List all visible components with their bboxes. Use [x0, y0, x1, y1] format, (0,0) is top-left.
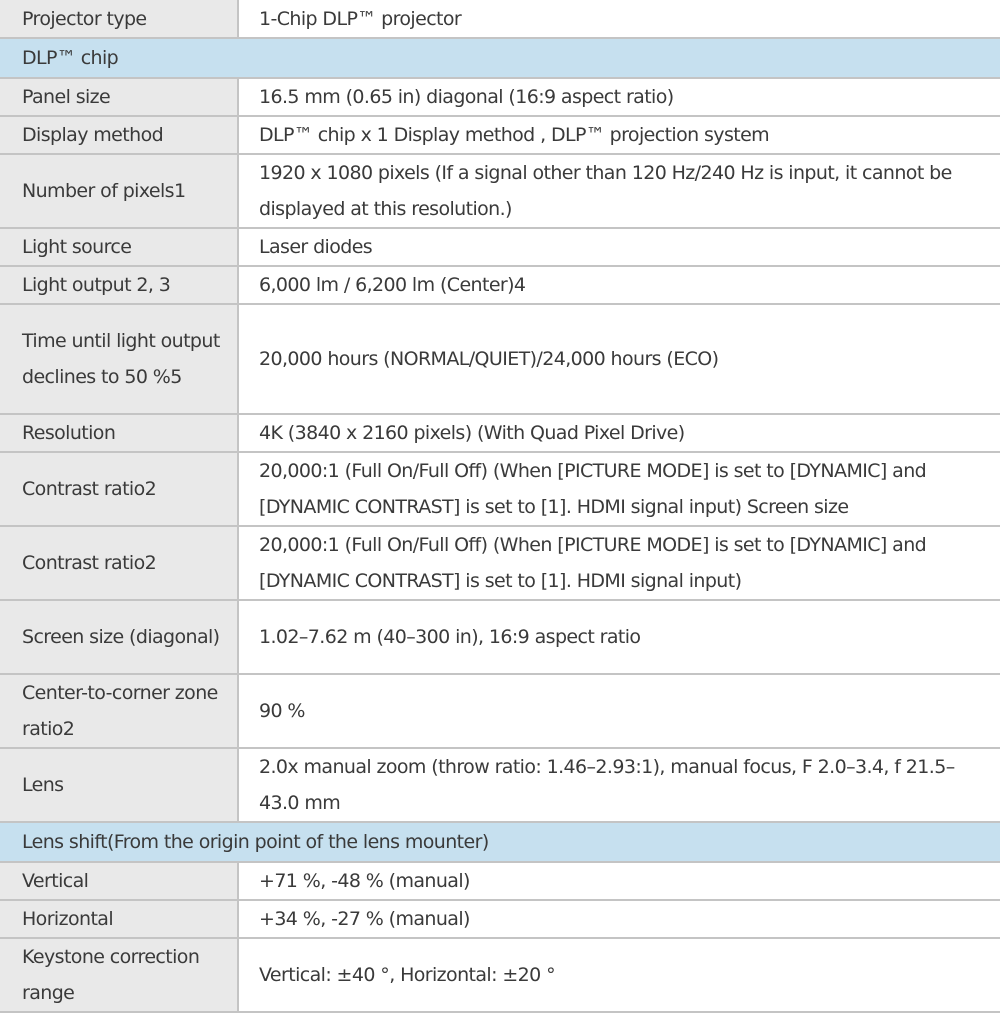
spec-row-panel-size	[0, 78, 1000, 116]
spec-value: 1.02–7.62 m (40–300 in), 16:9 aspect ratio	[238, 600, 1000, 674]
spec-value: 90 %	[238, 674, 1000, 748]
spec-label: Vertical	[0, 862, 238, 900]
spec-row-resolution	[0, 414, 1000, 452]
spec-label: Screen size (diagonal)	[0, 600, 238, 674]
spec-label: Panel size	[0, 78, 238, 116]
spec-row-contrast-ratio-2	[0, 526, 1000, 600]
spec-label: Light output 2, 3	[0, 266, 238, 304]
spec-row-display-method	[0, 116, 1000, 154]
spec-row-light-source	[0, 228, 1000, 266]
spec-value: 6,000 lm / 6,200 lm (Center)4	[238, 266, 1000, 304]
spec-row-lens	[0, 748, 1000, 822]
spec-label: Time until light output declines to 50 %5	[0, 304, 238, 414]
section-header-dlp-chip	[0, 38, 1000, 78]
spec-row-screen-size	[0, 600, 1000, 674]
spec-value: 20,000:1 (Full On/Full Off) (When [PICTURE MODE] is set to [DYNAMIC] and [DYNAMIC CONTRAST] is set to [1]. HDMI signal input)	[238, 526, 1000, 600]
spec-label: Number of pixels1	[0, 154, 238, 228]
spec-row-horizontal	[0, 900, 1000, 938]
spec-label: Horizontal	[0, 900, 238, 938]
spec-row-time-until-light-declines	[0, 304, 1000, 414]
section-label: DLP™ chip	[0, 38, 1000, 78]
spec-value: 20,000:1 (Full On/Full Off) (When [PICTURE MODE] is set to [DYNAMIC] and [DYNAMIC CONTRAST] is set to [1]. HDMI signal input) Screen size	[238, 452, 1000, 526]
spec-value: 20,000 hours (NORMAL/QUIET)/24,000 hours (ECO)	[238, 304, 1000, 414]
spec-value: 1-Chip DLP™ projector	[238, 0, 1000, 38]
spec-label: Light source	[0, 228, 238, 266]
spec-row-number-of-pixels	[0, 154, 1000, 228]
spec-value: DLP™ chip x 1 Display method , DLP™ projection system	[238, 116, 1000, 154]
spec-row-vertical	[0, 862, 1000, 900]
section-label: Lens shift(From the origin point of the lens mounter)	[0, 822, 1000, 862]
spec-label: Resolution	[0, 414, 238, 452]
spec-label: Projector type	[0, 0, 238, 38]
spec-label: Contrast ratio2	[0, 526, 238, 600]
spec-row-light-output	[0, 266, 1000, 304]
spec-label: Display method	[0, 116, 238, 154]
spec-value: +71 %, -48 % (manual)	[238, 862, 1000, 900]
spec-value: Vertical: ±40 °, Horizontal: ±20 °	[238, 938, 1000, 1012]
spec-label: Center-to-corner zone ratio2	[0, 674, 238, 748]
spec-value: 16.5 mm (0.65 in) diagonal (16:9 aspect ratio)	[238, 78, 1000, 116]
spec-value: +34 %, -27 % (manual)	[238, 900, 1000, 938]
spec-row-keystone-correction	[0, 938, 1000, 1012]
spec-value: 2.0x manual zoom (throw ratio: 1.46–2.93:1), manual focus, F 2.0–3.4, f 21.5–43.0 mm	[238, 748, 1000, 822]
spec-row-projector-type	[0, 0, 1000, 38]
spec-value: Laser diodes	[238, 228, 1000, 266]
spec-label: Keystone correction range	[0, 938, 238, 1012]
spec-label: Lens	[0, 748, 238, 822]
spec-row-center-to-corner	[0, 674, 1000, 748]
section-header-lens-shift	[0, 822, 1000, 862]
spec-label: Contrast ratio2	[0, 452, 238, 526]
spec-value: 1920 x 1080 pixels (If a signal other than 120 Hz/240 Hz is input, it cannot be displayed at this resolution.)	[238, 154, 1000, 228]
spec-row-contrast-ratio-1	[0, 452, 1000, 526]
spec-value: 4K (3840 x 2160 pixels) (With Quad Pixel Drive)	[238, 414, 1000, 452]
